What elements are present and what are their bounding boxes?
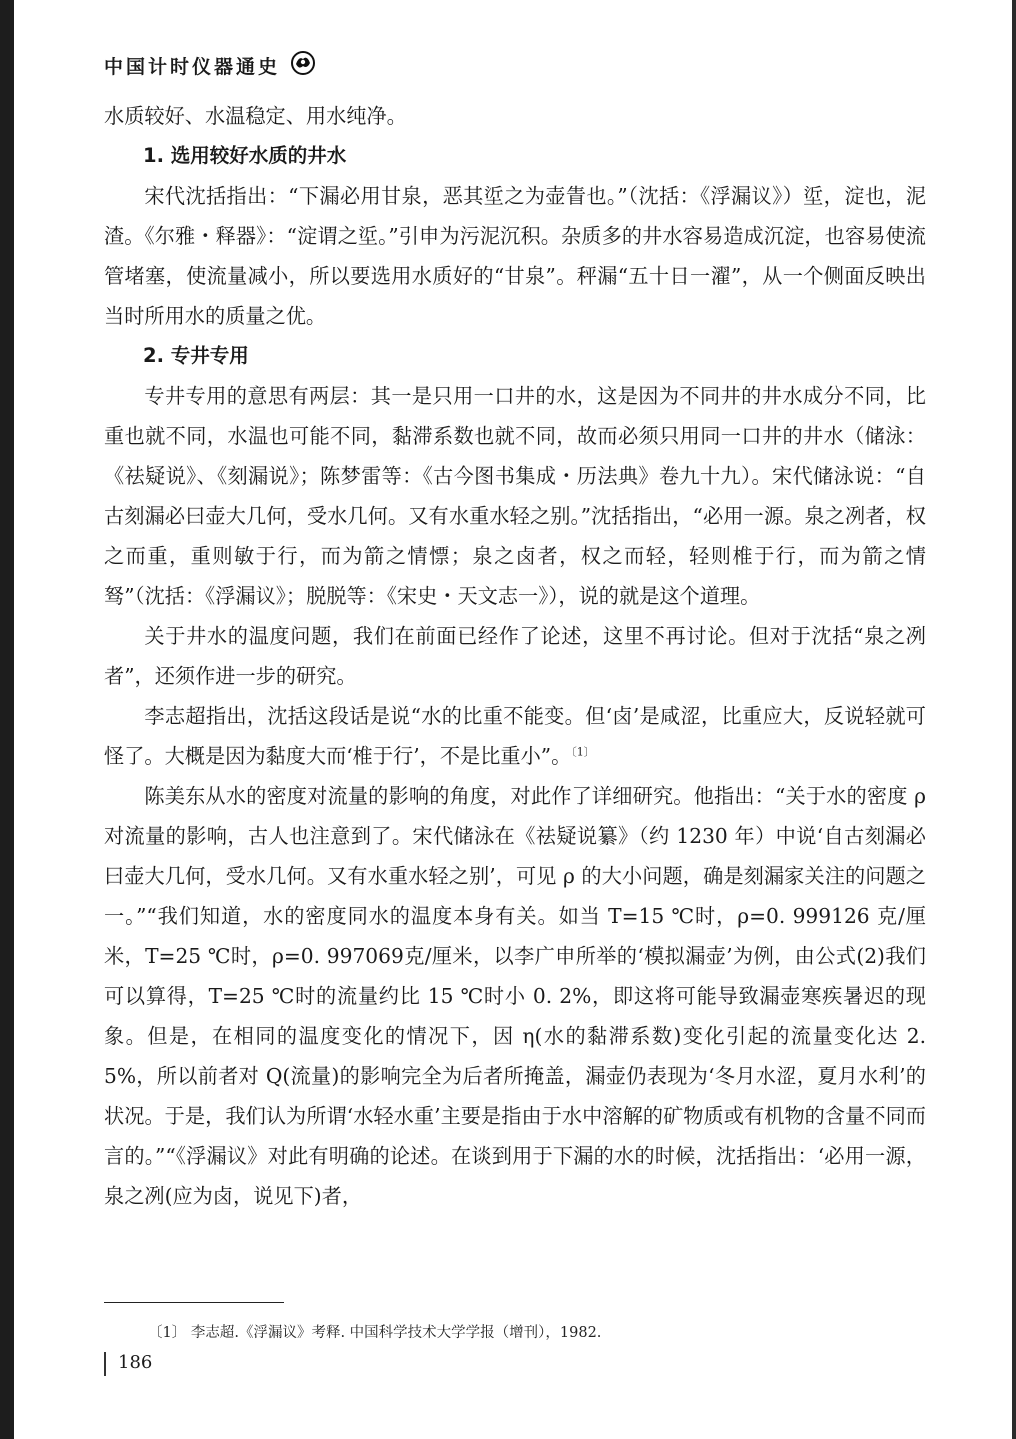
paragraph: 专井专用的意思有两层：其一是只用一口井的水，这是因为不同井的井水成分不同，比重也就不同，水温也可能不同，黏滞系数也就不同，故而必须只用同一口井的井水（储泳：《祛疑说》、《刻漏说》；陈梦雷等：《古今图书集成・历法典》卷九十九）。宋代储泳说：“自古刻漏必曰壶大几何，受水几何。又有水重水轻之别。”沈括指出，“必用一源。泉之冽者，权之而重，重则敏于行，而为箭之情慓；泉之卤者，权之而轻，轻则椎于行，而为箭之情驽”（沈括：《浮漏议》；脱脱等：《宋史・天文志一》），说的就是这个道理。 bbox=[104, 384, 926, 608]
page-number-bar bbox=[104, 1352, 106, 1376]
paragraph: 陈美东从水的密度对流量的影响的角度，对此作了详细研究。他指出：“关于水的密度 ρ 对流量的影响，古人也注意到了。宋代储泳在《祛疑说纂》（约 1230 年）中说‘自古刻漏必曰壶大几何，受水几何。又有水重水轻之别’，可见 ρ 的大小问题，确是刻漏家关注的问题之一。”“我们知道，水的密度同水的温度本身有关。如当 T=15 ℃时，ρ=0. 999126 克/厘米，T=25 ℃时，ρ=0. 997069克/厘米，以李广申所举的‘模拟漏壶’为例，由公式(2)我们可以算得，T=25 ℃时的流量约比 15 ℃时小 0. 2%，即这将可能导致漏壶寒疾暑迟的现象。但是，在相同的温度变化的情况下，因 η(水的黏滞系数)变化引起的流量变化达 2. 5%，所以前者对 Q(流量)的影响完全为后者所掩盖，漏壶仍表现为‘冬月水涩，夏月水利’的状况。于是，我们认为所谓‘水轻水重’主要是指由于水中溶解的矿物质或有机物的含量不同而言的。”“《浮漏议》对此有明确的论述。在谈到用于下漏的水的时候，沈括指出：‘必用一源，泉之冽(应为卤，说见下)者， bbox=[104, 784, 926, 1208]
main-text bbox=[104, 96, 926, 1216]
paragraph: 宋代沈括指出：“下漏必用甘泉，恶其垽之为壶眚也。”（沈括：《浮漏议》）垽，淀也，泥渣。《尔雅・释器》：“淀谓之垽。”引申为污泥沉积。杂质多的井水容易造成沉淀，也容易使流管堵塞，使流量减小，所以要选用水质好的“甘泉”。秤漏“五十日一濯”，从一个侧面反映出当时所用水的质量之优。 bbox=[104, 184, 926, 328]
paragraph: 关于井水的温度问题，我们在前面已经作了论述，这里不再讨论。但对于沈括“泉之冽者”，还须作进一步的研究。 bbox=[104, 624, 926, 688]
emblem-icon bbox=[290, 50, 316, 76]
footnote-reference: 〔1〕 bbox=[571, 745, 595, 759]
paragraph-text: 李志超指出，沈括这段话是说“水的比重不能变。但‘卤’是咸涩，比重应大，反说轻就可怪了。大概是因为黏度大而‘椎于行’，不是比重小”。 bbox=[104, 704, 926, 768]
page-number: 186 bbox=[118, 1352, 153, 1373]
running-header-title: 中国计时仪器通史 bbox=[104, 56, 281, 78]
scan-edge-right bbox=[1012, 0, 1016, 1439]
section-heading: 2. 专井专用 bbox=[143, 344, 249, 367]
section-heading: 1. 选用较好水质的井水 bbox=[143, 144, 347, 167]
footnote-divider bbox=[104, 1302, 284, 1303]
paragraph: 水质较好、水温稳定、用水纯净。 bbox=[104, 104, 407, 128]
scan-edge-left bbox=[0, 0, 14, 1439]
footnote: 〔1〕 李志超.《浮漏议》考释. 中国科学技术大学学报（增刊），1982. bbox=[148, 1325, 602, 1341]
paragraph bbox=[104, 696, 926, 776]
